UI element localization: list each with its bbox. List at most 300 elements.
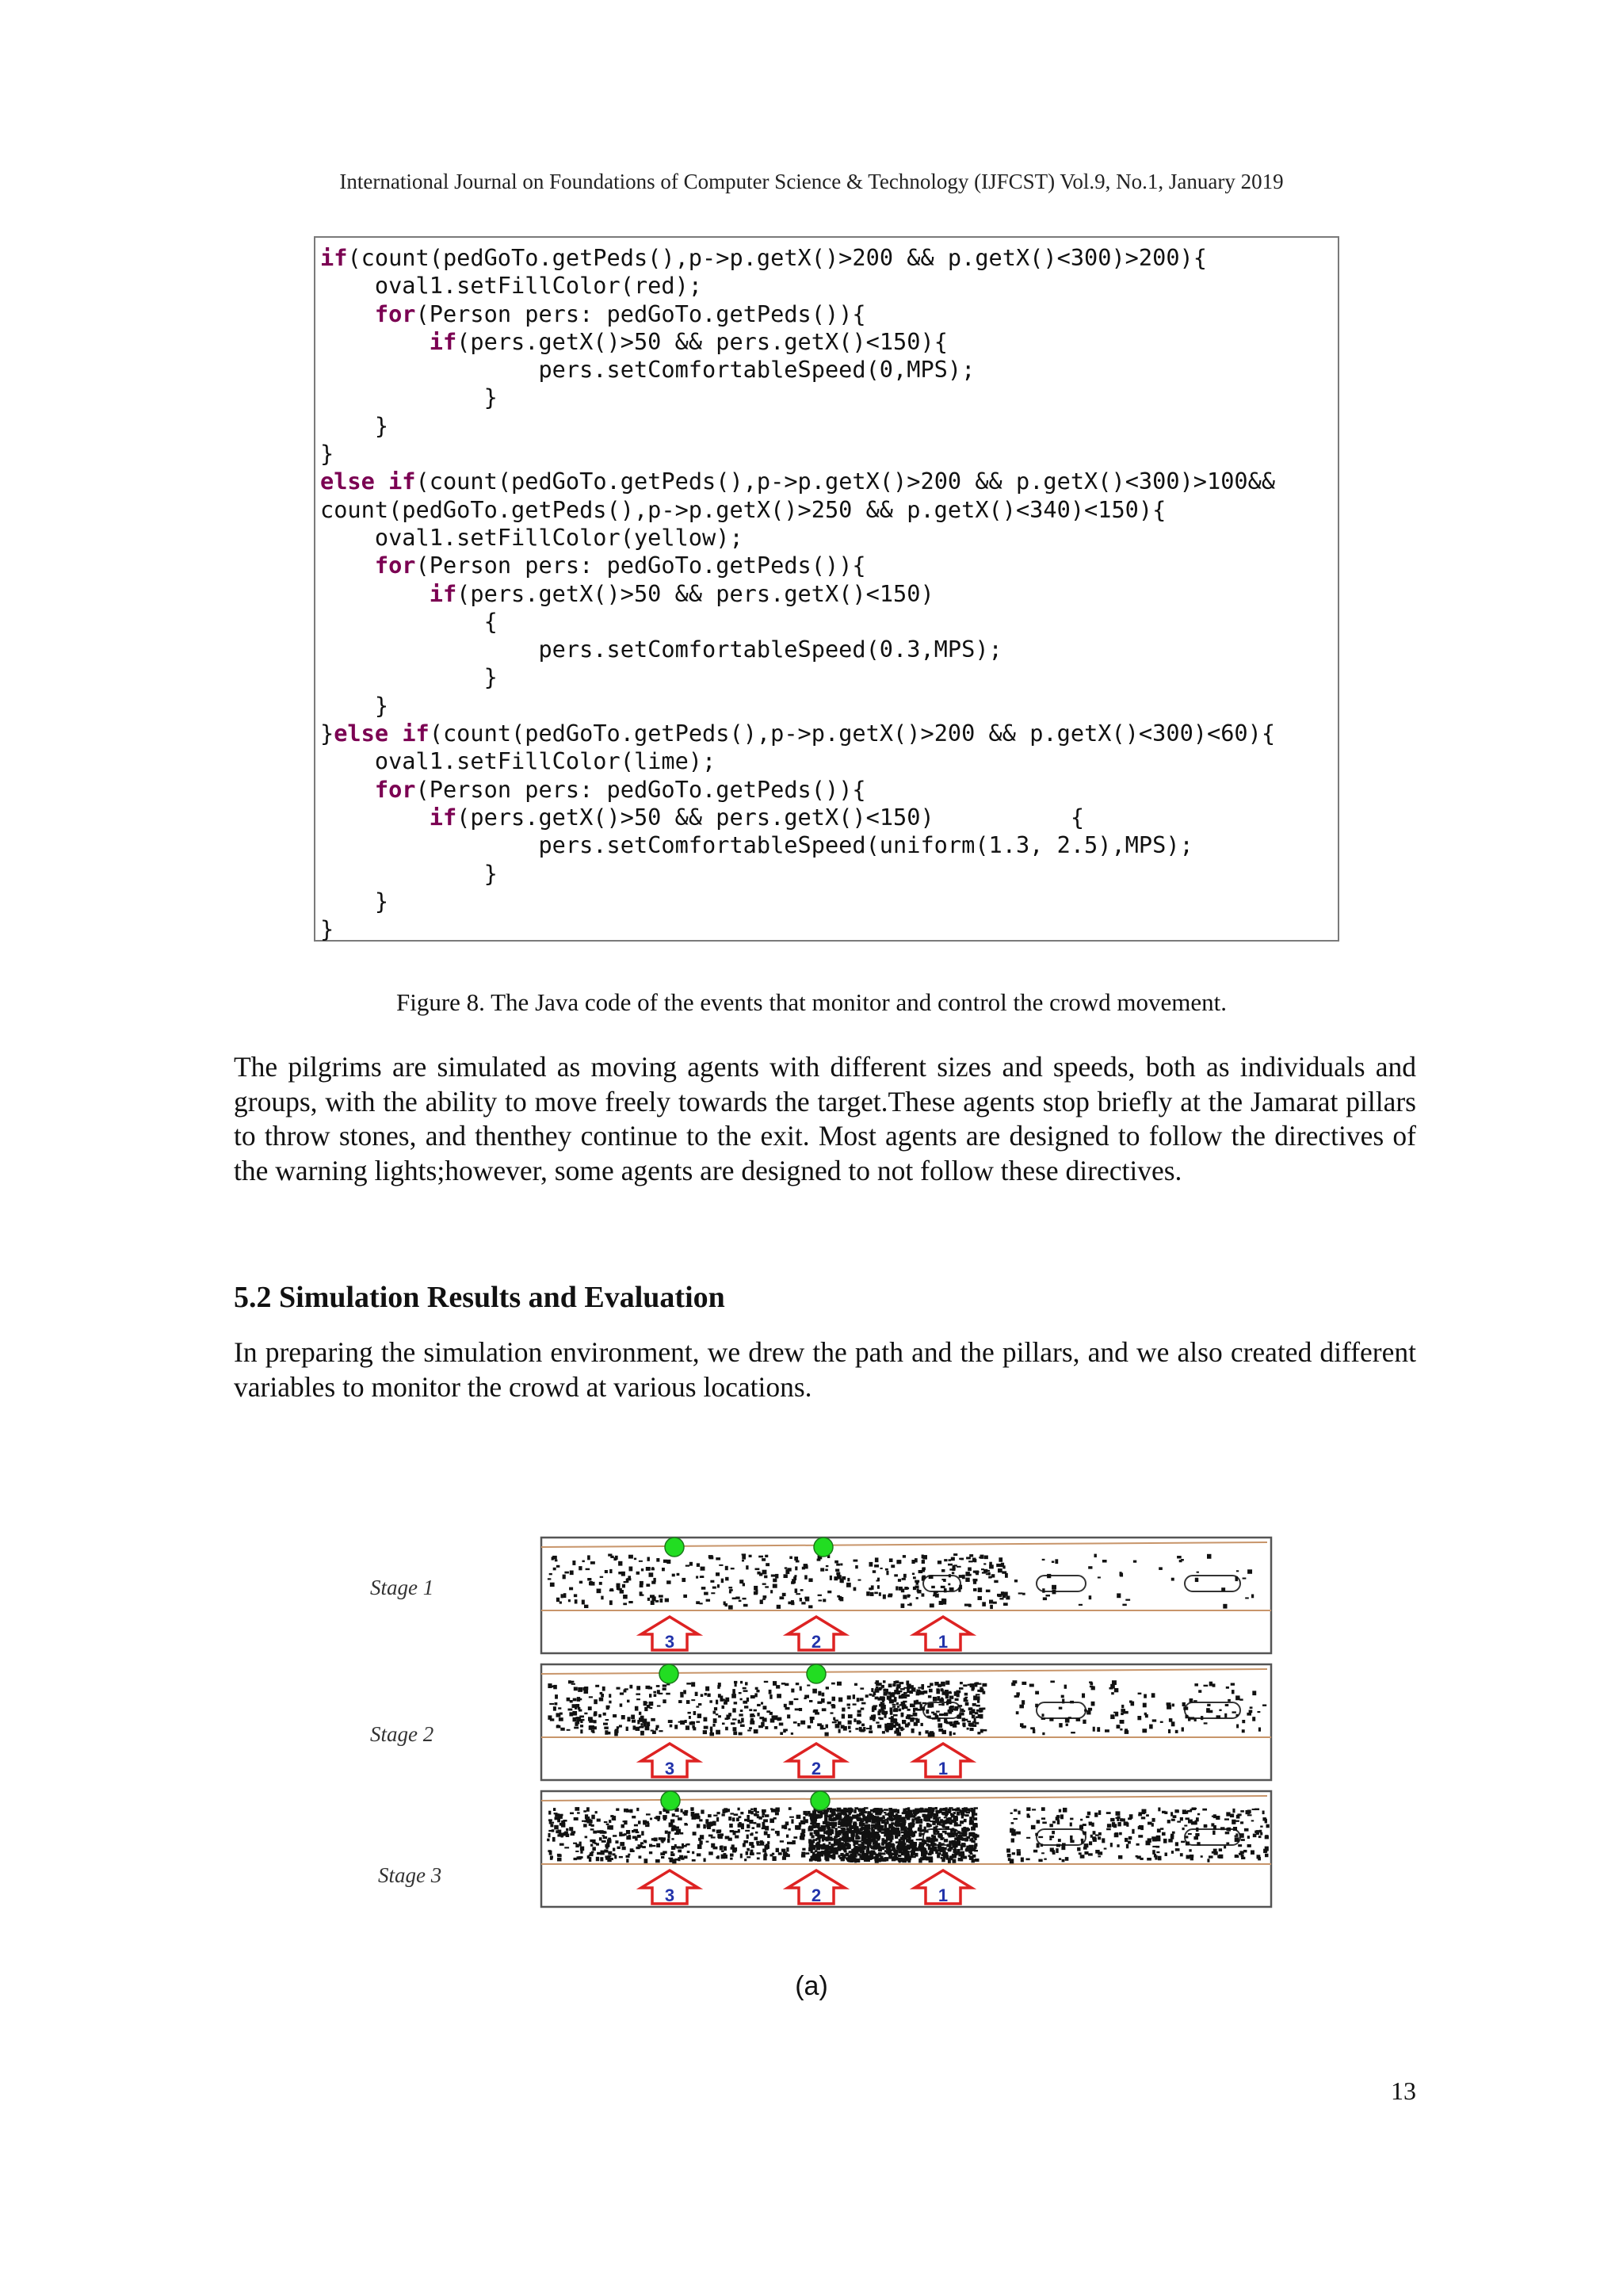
- pedestrian: [916, 1690, 920, 1692]
- pedestrian: [948, 1564, 953, 1566]
- pedestrian: [670, 1725, 673, 1728]
- pedestrian: [949, 1587, 954, 1591]
- pedestrian: [731, 1694, 736, 1698]
- pedestrian: [743, 1604, 748, 1606]
- pedestrian: [874, 1808, 879, 1809]
- pedestrian: [739, 1600, 742, 1602]
- pedestrian: [918, 1732, 921, 1736]
- pedestrian: [856, 1832, 861, 1835]
- pedestrian: [869, 1694, 873, 1696]
- pedestrian: [941, 1857, 943, 1859]
- pedestrian: [869, 1562, 873, 1567]
- pedestrian: [1224, 1713, 1227, 1718]
- pedestrian: [1117, 1844, 1119, 1847]
- pedestrian: [854, 1587, 857, 1591]
- pedestrian: [1090, 1683, 1093, 1686]
- pedestrian: [1262, 1811, 1265, 1815]
- pedestrian: [828, 1814, 831, 1817]
- pedestrian: [674, 1725, 678, 1729]
- pedestrian: [687, 1851, 690, 1853]
- pedestrian: [832, 1705, 836, 1708]
- pedestrian: [988, 1576, 991, 1579]
- pedestrian: [600, 1857, 603, 1861]
- pedestrian: [839, 1699, 842, 1702]
- pedestrian: [903, 1836, 907, 1839]
- pedestrian: [869, 1587, 872, 1590]
- pedestrian: [857, 1698, 860, 1702]
- pedestrian: [559, 1717, 563, 1721]
- pedestrian: [746, 1851, 748, 1855]
- pedestrian: [864, 1807, 868, 1809]
- pedestrian: [827, 1827, 831, 1829]
- pedestrian: [1207, 1704, 1210, 1706]
- pedestrian: [681, 1809, 683, 1813]
- pedestrian: [740, 1854, 743, 1859]
- pedestrian: [759, 1717, 764, 1719]
- pedestrian: [805, 1597, 809, 1602]
- pedestrian: [692, 1859, 696, 1862]
- pedestrian: [1257, 1855, 1261, 1859]
- pedestrian: [954, 1564, 957, 1566]
- pedestrian: [602, 1687, 605, 1691]
- pedestrian: [1011, 1839, 1014, 1843]
- pedestrian: [734, 1681, 737, 1683]
- pedestrian: [716, 1817, 719, 1822]
- pedestrian: [1070, 1836, 1072, 1840]
- pedestrian: [750, 1695, 755, 1698]
- pedestrian: [660, 1599, 663, 1603]
- pedestrian: [800, 1721, 805, 1725]
- pedestrian: [860, 1823, 862, 1827]
- pedestrian: [564, 1832, 568, 1834]
- pedestrian: [818, 1691, 821, 1696]
- pedestrian: [1163, 1839, 1167, 1843]
- pedestrian: [580, 1725, 583, 1727]
- pedestrian: [1207, 1554, 1211, 1559]
- pedestrian: [967, 1728, 969, 1730]
- pedestrian: [953, 1733, 956, 1735]
- pedestrian: [548, 1811, 551, 1815]
- pedestrian: [552, 1556, 557, 1560]
- pedestrian: [1056, 1844, 1060, 1847]
- pedestrian: [839, 1814, 842, 1817]
- pedestrian: [1265, 1836, 1269, 1839]
- pedestrian: [884, 1824, 888, 1828]
- pedestrian: [574, 1817, 579, 1820]
- pedestrian: [864, 1811, 867, 1813]
- pedestrian: [862, 1846, 866, 1848]
- pedestrian: [551, 1822, 554, 1824]
- pedestrian: [843, 1726, 847, 1729]
- pedestrian: [864, 1834, 869, 1839]
- pedestrian: [1262, 1705, 1266, 1706]
- pedestrian: [1148, 1838, 1151, 1842]
- pedestrian: [809, 1828, 812, 1832]
- pedestrian: [629, 1685, 632, 1689]
- pedestrian: [589, 1857, 591, 1862]
- pedestrian: [603, 1713, 606, 1716]
- pedestrian: [1117, 1818, 1119, 1821]
- pedestrian: [639, 1717, 643, 1720]
- pedestrian: [1049, 1836, 1054, 1838]
- pedestrian: [968, 1561, 973, 1562]
- pedestrian: [1107, 1824, 1111, 1828]
- pedestrian: [696, 1706, 699, 1707]
- pedestrian: [842, 1714, 845, 1719]
- pedestrian: [712, 1821, 716, 1826]
- pedestrian: [922, 1702, 927, 1704]
- pedestrian: [576, 1717, 581, 1721]
- pedestrian: [928, 1846, 931, 1850]
- pedestrian: [674, 1828, 677, 1831]
- pedestrian: [708, 1835, 713, 1837]
- pedestrian: [632, 1720, 636, 1723]
- pedestrian: [920, 1808, 923, 1810]
- pedestrian: [1138, 1814, 1140, 1817]
- pedestrian: [637, 1720, 640, 1724]
- pedestrian: [704, 1592, 708, 1595]
- pedestrian: [980, 1555, 984, 1559]
- pedestrian: [931, 1712, 934, 1713]
- pedestrian: [800, 1598, 802, 1602]
- pedestrian: [1235, 1855, 1239, 1858]
- pedestrian: [793, 1576, 796, 1580]
- pedestrian: [563, 1820, 567, 1822]
- pedestrian: [1225, 1832, 1230, 1834]
- pedestrian: [1196, 1828, 1198, 1832]
- pedestrian: [773, 1681, 777, 1686]
- pedestrian: [1021, 1858, 1024, 1862]
- pedestrian: [1017, 1851, 1021, 1856]
- pedestrian: [1140, 1825, 1144, 1830]
- pedestrian: [685, 1725, 689, 1730]
- pedestrian: [663, 1819, 666, 1820]
- pedestrian: [605, 1845, 608, 1849]
- pedestrian: [970, 1728, 974, 1731]
- pedestrian: [827, 1591, 831, 1593]
- pedestrian: [826, 1725, 828, 1729]
- pedestrian: [939, 1713, 943, 1716]
- pedestrian: [965, 1699, 968, 1702]
- pedestrian: [729, 1824, 733, 1828]
- pedestrian: [1008, 1858, 1011, 1861]
- pedestrian: [846, 1831, 851, 1833]
- pedestrian: [968, 1604, 971, 1606]
- pedestrian: [1042, 1822, 1047, 1824]
- pedestrian: [1082, 1694, 1085, 1698]
- pedestrian: [1080, 1855, 1085, 1859]
- pedestrian: [1185, 1836, 1188, 1838]
- pedestrian: [897, 1809, 899, 1813]
- pedestrian: [740, 1681, 743, 1683]
- pedestrian: [617, 1726, 619, 1729]
- pedestrian: [1240, 1810, 1244, 1813]
- pedestrian: [585, 1836, 588, 1839]
- pedestrian: [1006, 1596, 1010, 1600]
- pedestrian: [888, 1717, 892, 1719]
- pedestrian: [757, 1704, 761, 1706]
- pedestrian: [677, 1573, 680, 1576]
- pedestrian: [626, 1859, 628, 1862]
- pedestrian: [944, 1588, 947, 1592]
- pedestrian: [1052, 1821, 1056, 1824]
- pedestrian: [848, 1808, 852, 1812]
- pedestrian: [609, 1825, 613, 1830]
- pedestrian: [801, 1829, 805, 1834]
- pedestrian: [928, 1807, 932, 1809]
- pedestrian: [1056, 1815, 1060, 1818]
- pedestrian: [1065, 1718, 1070, 1723]
- pedestrian: [1235, 1833, 1238, 1835]
- pedestrian: [720, 1699, 724, 1702]
- pedestrian: [921, 1723, 923, 1726]
- pedestrian: [866, 1591, 870, 1596]
- pedestrian: [977, 1683, 982, 1685]
- pedestrian: [1247, 1836, 1250, 1839]
- pedestrian: [1014, 1809, 1017, 1812]
- pedestrian: [892, 1857, 896, 1861]
- pedestrian: [754, 1586, 758, 1591]
- pedestrian: [787, 1714, 790, 1718]
- pedestrian: [692, 1813, 695, 1816]
- pedestrian: [860, 1850, 862, 1853]
- pedestrian: [589, 1855, 594, 1857]
- pedestrian: [963, 1684, 967, 1687]
- pedestrian: [769, 1694, 772, 1699]
- pedestrian: [842, 1708, 845, 1712]
- java-code: if(count(pedGoTo.getPeds(),p->p.getX()>200 && p.getX()<300)>200){ oval1.setFillColor(red); for(Person pers: pedGoTo.getPeds()){ if(pers.getX()>50 && pers.getX()<150){ pers.setComfortableSpeed(0,MPS); } } } else if(count(pedGoTo.getPeds(),p->p.getX()>200 && p.getX()<300)>100&& count(pedGoTo.getPeds(),p->p.getX()>250 && p.getX()<340)<150){ oval1.setFillColor(yellow); for(Person pers: pedGoTo.getPeds()){ if(pers.getX()>50 && pers.getX()<150) { pers.setComfortableSpeed(0.3,MPS); } } }else if(count(pedGoTo.getPeds(),p->p.getX()>200 && p.getX()<300)<60){ oval1.setFillColor(lime); for(Person pers: pedGoTo.getPeds()){ if(pers.getX()>50 && pers.getX()<150) { pers.setComfortableSpeed(uniform(1.3, 2.5),MPS); } } }: [320, 244, 1276, 943]
- pedestrian: [719, 1564, 723, 1566]
- pedestrian: [616, 1809, 619, 1811]
- pedestrian: [580, 1729, 582, 1733]
- pedestrian: [1226, 1843, 1229, 1845]
- pedestrian: [738, 1816, 741, 1818]
- pedestrian: [827, 1828, 832, 1832]
- pedestrian: [659, 1730, 663, 1732]
- pedestrian: [950, 1706, 954, 1709]
- pedestrian: [929, 1575, 934, 1579]
- pedestrian: [1030, 1727, 1035, 1729]
- pedestrian: [953, 1553, 957, 1556]
- pedestrian: [831, 1838, 833, 1841]
- pedestrian: [1242, 1729, 1245, 1733]
- pedestrian: [706, 1599, 710, 1602]
- pedestrian: [897, 1830, 900, 1833]
- pedestrian: [774, 1726, 777, 1729]
- pedestrian: [827, 1809, 829, 1813]
- pedestrian: [977, 1732, 980, 1734]
- pedestrian: [1068, 1717, 1071, 1718]
- pedestrian: [672, 1574, 675, 1577]
- pedestrian: [962, 1843, 965, 1847]
- pedestrian: [754, 1693, 757, 1697]
- pedestrian: [932, 1820, 935, 1825]
- pedestrian: [1129, 1814, 1133, 1819]
- pedestrian: [631, 1715, 635, 1720]
- pedestrian: [883, 1680, 886, 1683]
- pedestrian: [1086, 1710, 1090, 1714]
- pedestrian: [850, 1857, 854, 1861]
- pedestrian: [1026, 1837, 1030, 1839]
- pedestrian: [579, 1566, 582, 1570]
- pedestrian: [824, 1855, 828, 1860]
- pedestrian: [755, 1832, 758, 1834]
- pedestrian: [714, 1707, 717, 1710]
- pedestrian: [836, 1564, 840, 1566]
- pedestrian: [1056, 1848, 1058, 1853]
- pedestrian: [577, 1812, 580, 1813]
- pedestrian: [655, 1600, 659, 1603]
- pedestrian: [969, 1723, 974, 1727]
- pedestrian: [866, 1847, 869, 1851]
- pedestrian: [585, 1814, 588, 1819]
- pedestrian: [836, 1572, 840, 1576]
- pedestrian: [910, 1717, 914, 1722]
- pedestrian: [1088, 1853, 1093, 1855]
- pedestrian: [909, 1831, 913, 1835]
- pedestrian: [637, 1835, 640, 1838]
- pedestrian: [1014, 1580, 1018, 1582]
- pedestrian: [973, 1695, 977, 1700]
- figure-8-caption: Figure 8. The Java code of the events that monitor and control the crowd movement.: [396, 988, 1227, 1016]
- pedestrian: [1098, 1576, 1101, 1578]
- pedestrian: [825, 1733, 829, 1736]
- pedestrian: [1016, 1711, 1019, 1714]
- pedestrian: [620, 1842, 624, 1846]
- pedestrian: [902, 1720, 906, 1724]
- pedestrian: [735, 1597, 739, 1599]
- pedestrian: [789, 1817, 794, 1818]
- pedestrian: [905, 1815, 909, 1817]
- pedestrian: [1125, 1599, 1130, 1601]
- pedestrian: [1149, 1725, 1153, 1729]
- pedestrian: [757, 1844, 761, 1846]
- pedestrian: [860, 1698, 864, 1701]
- pedestrian: [898, 1859, 902, 1862]
- pedestrian: [574, 1687, 578, 1691]
- pedestrian: [1155, 1855, 1157, 1860]
- pedestrian: [1171, 1721, 1175, 1726]
- pedestrian: [672, 1826, 676, 1829]
- pedestrian: [697, 1844, 702, 1849]
- pedestrian: [957, 1808, 960, 1810]
- pedestrian: [974, 1722, 979, 1725]
- pedestrian: [603, 1836, 607, 1839]
- pedestrian: [938, 1729, 943, 1732]
- pedestrian: [627, 1700, 629, 1703]
- pedestrian: [842, 1832, 846, 1834]
- pedestrian: [817, 1835, 821, 1839]
- pedestrian: [628, 1555, 633, 1559]
- pedestrian: [794, 1698, 799, 1700]
- pedestrian: [954, 1822, 958, 1826]
- pedestrian: [1058, 1839, 1061, 1842]
- pedestrian: [877, 1725, 881, 1728]
- pedestrian: [765, 1826, 769, 1831]
- pedestrian: [1041, 1852, 1044, 1854]
- pedestrian: [926, 1710, 929, 1713]
- pedestrian: [570, 1813, 574, 1815]
- pedestrian: [898, 1709, 901, 1712]
- pedestrian: [652, 1845, 656, 1847]
- pedestrian: [732, 1718, 736, 1720]
- pedestrian: [1219, 1848, 1222, 1851]
- pedestrian: [932, 1717, 936, 1720]
- pedestrian: [963, 1827, 966, 1830]
- pedestrian: [646, 1567, 651, 1571]
- pedestrian: [1209, 1682, 1212, 1687]
- pedestrian: [875, 1697, 879, 1700]
- pedestrian: [1128, 1841, 1131, 1844]
- pedestrian: [894, 1574, 898, 1576]
- pedestrian: [1052, 1831, 1055, 1834]
- pedestrian: [590, 1725, 594, 1729]
- pedestrian: [743, 1687, 747, 1690]
- pedestrian: [832, 1721, 837, 1723]
- pedestrian: [1258, 1728, 1261, 1732]
- pedestrian: [594, 1699, 598, 1704]
- pedestrian: [961, 1709, 964, 1712]
- pedestrian: [1016, 1692, 1019, 1695]
- pedestrian: [1110, 1714, 1114, 1719]
- pedestrian: [672, 1813, 675, 1817]
- pedestrian: [548, 1578, 551, 1580]
- pedestrian: [952, 1809, 956, 1811]
- pedestrian: [550, 1583, 555, 1587]
- pedestrian: [748, 1810, 751, 1814]
- pedestrian: [564, 1847, 569, 1848]
- pedestrian: [1120, 1729, 1122, 1731]
- pedestrian: [1186, 1855, 1190, 1859]
- pedestrian: [855, 1728, 858, 1729]
- pedestrian: [1167, 1702, 1171, 1706]
- pedestrian: [1083, 1721, 1086, 1724]
- pedestrian: [580, 1719, 582, 1723]
- pedestrian: [1180, 1817, 1183, 1820]
- pedestrian: [1137, 1716, 1141, 1720]
- pedestrian: [851, 1830, 854, 1833]
- pedestrian: [854, 1683, 857, 1686]
- pedestrian: [876, 1580, 880, 1582]
- pedestrian: [1173, 1815, 1177, 1818]
- pedestrian: [881, 1832, 885, 1834]
- pedestrian: [668, 1858, 673, 1859]
- pedestrian: [591, 1815, 594, 1820]
- pedestrian: [849, 1844, 851, 1849]
- pedestrian: [1151, 1693, 1155, 1698]
- pedestrian: [1033, 1729, 1035, 1733]
- pedestrian: [802, 1820, 805, 1824]
- pedestrian: [1033, 1850, 1037, 1853]
- pedestrian: [621, 1572, 625, 1576]
- pedestrian: [966, 1846, 970, 1848]
- pedestrian: [841, 1847, 845, 1849]
- pedestrian: [901, 1603, 905, 1608]
- pedestrian: [938, 1723, 943, 1728]
- pedestrian: [646, 1584, 650, 1587]
- pedestrian: [1062, 1699, 1064, 1704]
- pedestrian: [1252, 1809, 1256, 1810]
- pedestrian: [570, 1571, 574, 1576]
- pedestrian: [848, 1721, 852, 1725]
- pedestrian: [1026, 1859, 1030, 1861]
- pedestrian: [920, 1857, 923, 1859]
- pedestrian: [1152, 1818, 1155, 1822]
- pedestrian: [653, 1691, 656, 1694]
- pedestrian: [1181, 1841, 1185, 1843]
- pedestrian: [1251, 1851, 1254, 1855]
- pedestrian: [725, 1566, 728, 1570]
